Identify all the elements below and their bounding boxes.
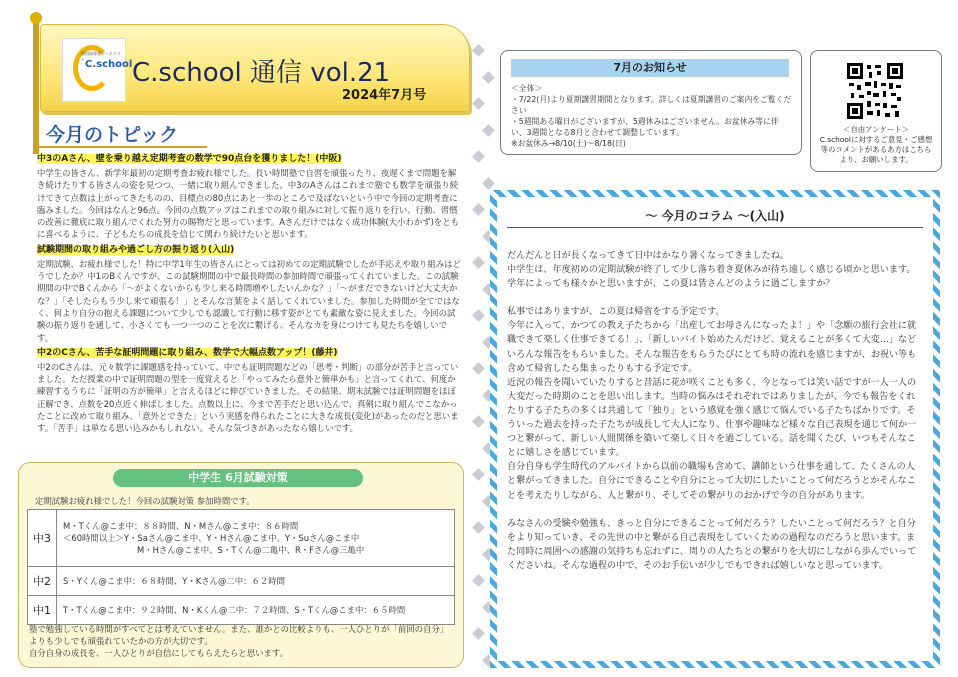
exam-prep-box xyxy=(18,462,464,668)
issue-date: 2024年7月号 xyxy=(342,88,427,103)
diamond-icon xyxy=(482,177,495,190)
diamond-icon xyxy=(472,309,485,322)
monthly-column xyxy=(490,190,940,668)
exam-heading: 中学生 6月試験対策 xyxy=(113,469,363,487)
july-notice-box xyxy=(500,50,802,155)
column-body xyxy=(507,249,923,587)
diamond-icon xyxy=(472,150,485,163)
column-paragraph: みなさんの受験や勉強も、きっと自分にできることって何だろう？したいことって何だろう？と自分をより知っていき、その先世の中と繋がる自己表現をしていくための過程なのだろうと思います。また同時に周囲への感謝の気持ちも忘れずに、周りの人たちとの繋がりを大切にしながら歩んでいってくださいね。そんな過程の中で、そのお手伝いが少しでもできれば嬉しいなと思っています。 xyxy=(507,518,917,571)
article-body: 定期試験、お疲れ様でした！特に中学1年生の皆さんにとっては初めての定期試験でしたが手応えや取り組みはどうでしたか？中1のBくんですが、この試験期間の中で最長時間の参加時間で頑張ってくれていました。この試験期間の中でBくんから「～がよくないからも少し来る時間増やしたいんかな？」「～がまだできないけど大丈夫かな？」「そしたらもう少し来て頑張る！」とそんな言葉をよく話してくれていました。参加した時間が全てではなく、何より自分の抱える課題について少しでも認識して行動に移す姿がとても素敵な姿に見えました。今回の試験の振り返りを通して、小さくても一つ一つのことを次に繋げる、そんなカを身につけても見たちを嬉しいです。 xyxy=(37,258,461,343)
diamond-icon xyxy=(472,97,485,110)
table-row xyxy=(28,567,455,596)
logo xyxy=(62,38,133,102)
grade-cell: 中3 xyxy=(28,510,57,567)
survey-text xyxy=(817,125,935,165)
article-title: 試験期間の取り組みや過ごし方の振り返り(入山) xyxy=(37,244,235,255)
survey-box xyxy=(810,50,942,172)
topics-underline xyxy=(37,146,207,148)
hours-cell xyxy=(57,510,455,567)
notice-line: ＜全体＞ xyxy=(511,84,543,93)
survey-description: C.schoolに対するご意見・ご感想等のコメントがあるあ方はこちらより、お願いします。 xyxy=(819,135,933,164)
diamond-icon xyxy=(472,574,485,587)
topics-heading: 今月のトピック xyxy=(46,124,179,146)
hours-line: M・Hさん@こま中、S・Tくん@二亀中、R・Fさん@三亀中 xyxy=(137,545,365,555)
column-title: ～ 今月のコラム ～(入山) xyxy=(645,209,785,223)
diamond-icon xyxy=(482,71,495,84)
grade-cell: 中2 xyxy=(28,567,57,596)
column-paragraph: だんだんと日が長くなってきて日中はかなり暑くなってきましたね。 中学生は、年度初めの定期試験が終了して少し落ち着き夏休みが待ち遠しく感じる頃かと思います。学年によっても様々かと思いますが、この夏は皆さんどのように過ごしますか？ xyxy=(507,251,916,290)
column-divider xyxy=(507,227,923,228)
diamond-icon xyxy=(472,627,485,640)
banner-pole xyxy=(33,14,39,154)
diamond-icon xyxy=(472,203,485,216)
notice-line: ・5週間ある曜日がございますが、5週休みはございません。お盆休み等に伴い、3週間となる8月と合わせて調整しています。 xyxy=(511,117,779,137)
article-body: 中学生の皆さん、新学年最初の定期考査お疲れ様でした。長い時間塾で自習を頑張ったり、夜遅くまで問題を解き続けたりする皆さんの姿を見つつ、一緒に取り組んできました。中3のAさんはこれまで塾でも数学を頑張り続けてきて点数は上がってきたものの、目標点の80点にあと一歩のところで及ばないという中で今回の定期考査に臨みました。今回はなんと96点。今回の点数アップはこれまでの取り組みに対して振り返りを行い、行動、習慣の改善に徹底に取り組んでくれた努力の賜物だと思っています。Aさんだけではなく成功体験(大小わかず)をともに喜べるように、子どもたちの成長を信じて関わり続けたいと思います。 xyxy=(37,168,459,240)
diamond-icon xyxy=(472,415,485,428)
newsletter-title: C.school 通信 vol.21 xyxy=(132,58,391,88)
exam-intro: 定期試験お疲れ様でした！今回の試験対策 参加時間です。 xyxy=(35,496,255,506)
notice-body xyxy=(511,83,793,149)
article-title: 中2のCさん、苦手な証明問題に取り組み、数学で大幅点数アップ！(藤井) xyxy=(37,347,338,358)
exam-hours-table xyxy=(27,509,455,625)
article-body: 中2のCさんは、元々数学に課題感を持っていて、中でも証明問題などの「思考・判断」の部分が苦手と言っていました。ただ授業の中で証明問題の型を一度覚えると「やってみたら意外と簡単かも」と言ってくれて、何度か練習するうちに「証明の方が簡単」と言えるほどに伸びていきました。その結果、期末試験では証明問題をほぼ正解でき、点数を20点近く伸ばしました。点数以上に、今まで苦手だと思い込んで、真剣に取り組んでこなかったことに改めて取り組み、「意外とできた」という実感を得られたことに大きな成長(変化)があったのだと思います。「苦手」は単なる思い込みかもしれない。そんな気づきがあったなら嬉しいです。 xyxy=(37,361,459,434)
diamond-icon xyxy=(482,124,495,137)
diamond-icon xyxy=(472,44,485,57)
hours-cell xyxy=(57,596,455,625)
article-title: 中3のAさん、壁を乗り越え定期考査の数学で90点台を獲りました！(中阪) xyxy=(37,154,342,164)
notice-title: 7月のお知らせ xyxy=(511,59,789,77)
diamond-icon xyxy=(472,468,485,481)
survey-title: ＜自由アンケート＞ xyxy=(842,125,910,134)
hours-cell xyxy=(57,567,455,596)
hours-line: M・Tくん@こま中：８８時間、N・Mさん@こま中：８６時間 xyxy=(63,521,299,531)
diamond-icon xyxy=(472,521,485,534)
topics-articles xyxy=(37,152,463,437)
hours-line: S・Yくん@こま中：６８時間、Y・Kさん@二中：６２時間 xyxy=(63,576,286,586)
table-row xyxy=(28,510,455,567)
notice-line: ・7/22(月)より夏期講習期間となります。詳しくは夏期講習のご案内をご覧ください xyxy=(511,95,792,115)
table-row xyxy=(28,596,455,625)
logo-tagline: 個別指導塾シーネクスト xyxy=(81,51,121,62)
hours-line: ＜60時間以上＞Y・Saさん@こま中、Y・Hさん@こま中、Y・Suさん@こま中 xyxy=(63,533,360,543)
notice-line: ※お盆休み→8/10(土)〜8/18(日) xyxy=(511,139,626,148)
column-paragraph: 私事ではありますが、この夏は帰省をする予定です。 今年に入って、かつての教え子たちから「出産してお母さんになったよ！」や「念願の旅行会社に就職できて楽しく仕事できてる！」、「新しいバイト始めたんだけど、覚えることが多くて大変…」などいろんな報告をもらいました。そんな報告をもらうたびにとても時の流れを感じますが、お祝い等も含めて帰省したら集まったりもする予定です。 近況の報告を聞いていたりすると昔話に花が咲くことも多く、今となっては笑い話ですが一人一人の大変だった時期のことを思い出します。当時の悩みはそれぞれではありましたが、今でも報告をくれたりする子たちの多くは共通して「独り」という感覚を強く感じて悩んでいる子たちばかりです。そういった過去を持った子たちが成長して大人になり、仕事や趣味など様々な自己表現を通じて何か一つと繋がって、新しい人間関係を築いて楽しく日々を過ごしている。話を聞くたび、いつもそんなことに嬉しさを感じています。 自分自身も学生時代のアルバイトから以前の職場も含めて、講師という仕事を通して、たくさんの人と繋がってきました。自分にできることや自分にとって大切にしたいことって何だろうとかそんなことを考えたりしながら、人と繋がり、そしてその繋がりのおかげで今の自分があります。 xyxy=(507,307,917,501)
diamond-icon xyxy=(472,256,485,269)
grade-cell: 中1 xyxy=(28,596,57,625)
qr-code-icon[interactable] xyxy=(847,63,903,119)
hours-line: T・Tくん@こま中：９２時間、N・Kくん@二中：７２時間、S・Tくん@こま中：６５時間 xyxy=(63,605,406,615)
banner-knob xyxy=(30,12,42,24)
exam-footer-text: 塾で勉強している時間がすべてとは考えていません。また、誰かとの比較よりも、一人ひとりが「前回の自分」よりも少しでも頑張れていたかの方が大切です。 自分自身の成長を、一人ひとりが自信にしてもらえたらと思います。 xyxy=(29,624,449,658)
diamond-icon xyxy=(472,362,485,375)
logo-name: C.school xyxy=(85,59,133,70)
